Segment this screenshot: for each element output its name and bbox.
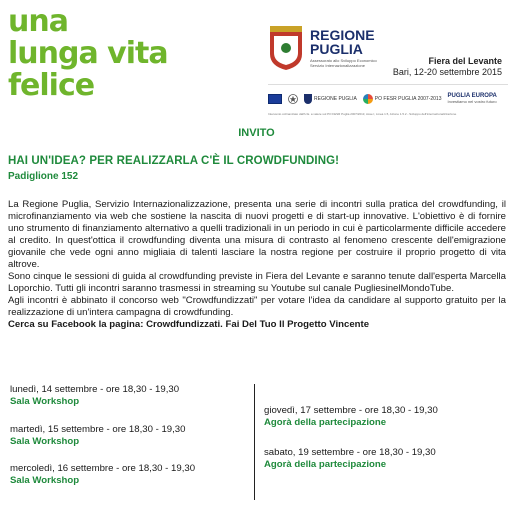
schedule-item	[10, 424, 185, 448]
porfesr-icon	[363, 94, 373, 104]
fair-info	[393, 56, 502, 78]
schedule-venue: Agorà della partecipazione	[264, 417, 387, 428]
regione-puglia-mini-logo	[304, 94, 357, 104]
mini-shield-icon	[304, 94, 312, 104]
schedule-date: martedì, 15 settembre - ore 18,30 - 19,30	[10, 424, 186, 435]
porfesr-logo	[363, 94, 442, 104]
logo-line-3: felice	[8, 68, 95, 103]
column-divider	[254, 384, 255, 500]
schedule-date: lunedì, 14 settembre - ore 18,30 - 19,30	[10, 384, 180, 395]
region-name-line-1: REGIONE	[310, 27, 375, 43]
puglia-europa-tagline: Investiamo nel vostro futuro	[447, 99, 497, 104]
schedule-venue: Agorà della partecipazione	[264, 459, 387, 470]
headline: HAI UN'IDEA? PER REALIZZARLA C'È IL CROWDFUNDING!	[8, 155, 340, 167]
logo-line-1: una	[8, 4, 68, 39]
region-name	[310, 28, 375, 56]
puglia-europa-logo	[448, 93, 497, 105]
body-paragraph-3: Agli incontri è abbinato il concorso web "Crowdfundizzati" per votare l'idea da candidare al supporto gratuito per la realizzazione di un'intera campagna di crowdfunding.	[8, 295, 506, 318]
event-logo	[8, 4, 168, 103]
schedule-venue: Sala Workshop	[10, 396, 80, 407]
regione-mini-label: REGIONE PUGLIA	[314, 96, 357, 102]
region-name-line-2: PUGLIA	[310, 41, 363, 57]
invito-heading: INVITO	[238, 127, 275, 139]
region-department-line-1: Assessorato allo Sviluppo Economico	[310, 58, 377, 63]
schedule-item	[264, 405, 438, 429]
puglia-europa-name: PUGLIA EUROPA	[447, 93, 497, 99]
regione-puglia-header	[268, 24, 508, 84]
eu-flag-icon	[268, 94, 282, 104]
pavilion-label: Padiglione 152	[8, 171, 79, 182]
sponsor-logos-strip	[268, 84, 508, 113]
schedule-venue: Sala Workshop	[10, 436, 80, 447]
schedule-date: giovedì, 17 settembre - ore 18,30 - 19,30	[264, 405, 438, 416]
schedule-item	[264, 447, 436, 471]
schedule-item	[10, 384, 179, 408]
schedule-venue: Sala Workshop	[10, 475, 80, 486]
schedule-date: mercoledì, 16 settembre - ore 18,30 - 19,30	[10, 463, 196, 474]
body-paragraph-1: La Regione Puglia, Servizio Internazionalizzazione, presenta una serie di incontri sulla pratica del crowdfunding, il microfinanziamento via web che sostiene la nascita di nuovi progetti e di start-up innovative. L'obiettivo è di fornire uno strumento di finanziamento alternativo a quelli tradizionali in un periodo in cui è particolarmente difficile accedere al credito. In quest'ottica il crowdfunding diventa una misura di contrasto al fenomeno crescente dell'emigrazione giovanile che vede ogni anno migliaia di talenti lasciare la nostra regione per costruire il proprio progetto di vita altrove.	[8, 199, 506, 270]
invitation-body	[8, 199, 506, 331]
facebook-callout: Cerca su Facebook la pagina: Crowdfundizzati. Fai Del Tuo Il Progetto Vincente	[8, 319, 370, 330]
region-department	[310, 58, 380, 68]
cofinancing-note: Intervento cofinanziato dall'U.E. a valere sul PO FESR Puglia 2007/2013, Asse I, Linea 1.5, Azione 1.5.2 - Sviluppo dell'internazionalizzazione	[268, 112, 457, 116]
italy-emblem-logo	[288, 94, 298, 104]
fair-title: Fiera del Levante	[428, 56, 502, 66]
italy-emblem-icon	[288, 94, 298, 104]
schedule-date: sabato, 19 settembre - ore 18,30 - 19,30	[264, 447, 436, 458]
region-department-line-2: Servizio Internazionalizzazione	[310, 63, 365, 68]
body-paragraph-2: Sono cinque le sessioni di guida al crowdfunding previste in Fiera del Levante e saranno tenute dall'esperta Marcella Loporchio. Tutti gli incontri saranno trasmessi in streaming su Youtube sul canale PugliesinelMondoTube.	[8, 271, 506, 294]
eu-logo	[268, 94, 282, 104]
logo-line-2: lunga vita	[8, 36, 168, 71]
regione-puglia-shield-icon	[268, 26, 304, 70]
porfesr-label: PO FESR PUGLIA 2007-2013	[374, 96, 442, 102]
schedule-item	[10, 463, 195, 487]
fair-dates: Bari, 12-20 settembre 2015	[392, 67, 502, 77]
